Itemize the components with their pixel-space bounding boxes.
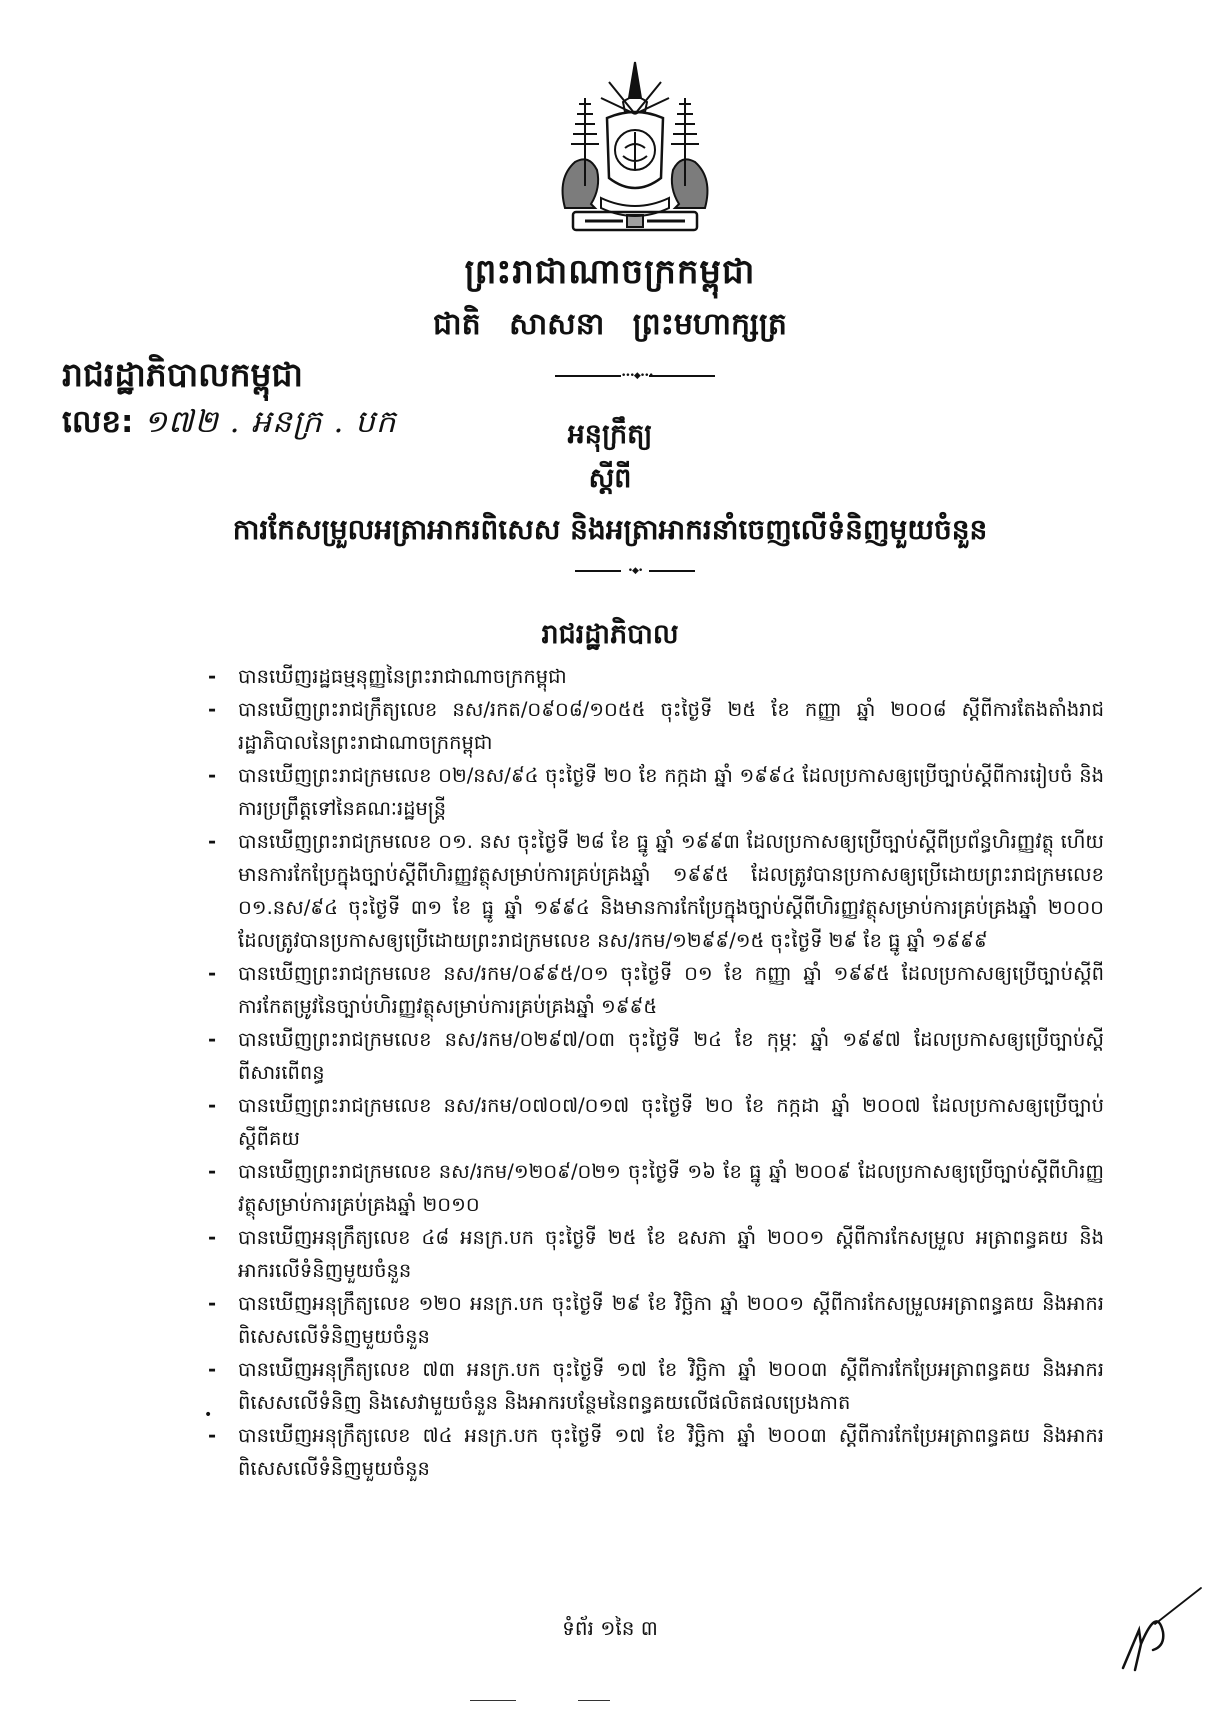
list-item: - បានឃើញព្រះរាជក្រមលេខ នស/រកម/១២០៩/០២១ ចុះថ្ងៃទី ១៦ ខែ ធ្នូ ឆ្នាំ ២០០៩ ដែលប្រកាសឲ្យប្រើច្បាប់ស្តីពីហិរញ្ញវត្ថុសម្រាប់ការគ្រប់គ្រងឆ្នាំ ២០១០ — [238, 1155, 1104, 1221]
issuer-heading: រាជរដ្ឋាភិបាល — [541, 619, 679, 650]
royal-coat-of-arms-icon — [545, 58, 725, 238]
government-name: រាជរដ្ឋាភិបាលកម្ពុជា — [62, 355, 303, 394]
list-item: - បានឃើញព្រះរាជក្រឹត្យលេខ នស/រកត/០៩០៨/១០៥៥ ចុះថ្ងៃទី ២៥ ខែ កញ្ញា ឆ្នាំ ២០០៨ ស្តីពីការតែងតាំងរាជរដ្ឋាភិបាលនៃព្រះរាជាណាចក្រកម្ពុជា — [238, 693, 1104, 759]
list-item: - បានឃើញព្រះរាជក្រមលេខ នស/រកម/០៧០៧/០១៧ ចុះថ្ងៃទី ២០ ខែ កក្កដា ឆ្នាំ ២០០៧ ដែលប្រកាសឲ្យប្រើច្បាប់ស្តីពីគយ — [238, 1089, 1104, 1155]
list-item: - បានឃើញអនុក្រឹត្យលេខ ៧៤ អនក្រ.បក ចុះថ្ងៃទី ១៧ ខែ វិច្ឆិកា ឆ្នាំ ២០០៣ ស្តីពីការកែប្រែអត្រាពន្ធគយ និងអាករពិសេសលើទំនិញមួយចំនួន — [238, 1419, 1104, 1485]
list-item: - បានឃើញព្រះរាជក្រមលេខ នស/រកម/០៩៩៥/០១ ចុះថ្ងៃទី ០១ ខែ កញ្ញា ឆ្នាំ ១៩៩៥ ដែលប្រកាសឲ្យប្រើច្បាប់ស្តីពីការកែតម្រូវនៃច្បាប់ហិរញ្ញវត្ថុសម្រាប់ការគ្រប់គ្រងឆ្នាំ ១៩៩៥ — [238, 957, 1104, 1023]
list-item: - បានឃើញព្រះរាជក្រមលេខ នស/រកម/០២៩៧/០៣ ចុះថ្ងៃទី ២៤ ខែ កុម្ភៈ ឆ្នាំ ១៩៩៧ ដែលប្រកាសឲ្យប្រើច្បាប់ស្តីពីសារពើពន្ធ — [238, 1023, 1104, 1089]
list-item: - បានឃើញរដ្ឋធម្មនុញ្ញនៃព្រះរាជាណាចក្រកម្ពុជា — [238, 660, 1104, 693]
list-item: - បានឃើញព្រះរាជក្រមលេខ ០២/នស/៩៤ ចុះថ្ងៃទី ២០ ខែ កក្កដា ឆ្នាំ ១៩៩៤ ដែលប្រកាសឲ្យប្រើច្បាប់ស្តីពីការរៀបចំ និងការប្រព្រឹត្តទៅនៃគណៈរដ្ឋមន្ត្រី — [238, 759, 1104, 825]
scan-mark: • — [204, 1407, 213, 1423]
header-divider: •••◆••• — [555, 375, 715, 377]
kingdom-title: ព្រះរាជាណាចក្រកម្ពុជា — [464, 252, 756, 292]
list-item: - បានឃើញអនុក្រឹត្យលេខ ៤៨ អនក្រ.បក ចុះថ្ងៃទី ២៥ ខែ ឧសភា ឆ្នាំ ២០០១ ស្តីពីការកែសម្រួល អត្រាពន្ធគយ និងអាករលើទំនិញមួយចំនួន — [238, 1221, 1104, 1287]
decree-subject: ការកែសម្រួលអត្រាអាករពិសេស និងអត្រាអាករនាំចេញលើទំនិញមួយចំនួន — [232, 513, 988, 546]
decree-type: អនុក្រឹត្យ — [567, 419, 653, 450]
number-label: លេខ: — [62, 404, 134, 440]
about-label: ស្តីពី — [588, 463, 632, 494]
list-item: - បានឃើញអនុក្រឹត្យលេខ ១២០ អនក្រ.បក ចុះថ្ងៃទី ២៩ ខែ វិច្ឆិកា ឆ្នាំ ២០០១ ស្តីពីការកែសម្រួលអត្រាពន្ធគយ និងអាករពិសេសលើទំនិញមួយចំនួន — [238, 1287, 1104, 1353]
title-divider: •◆• — [575, 570, 695, 572]
list-item: - បានឃើញព្រះរាជក្រមលេខ ០១. នស ចុះថ្ងៃទី ២៨ ខែ ធ្នូ ឆ្នាំ ១៩៩៣ ដែលប្រកាសឲ្យប្រើច្បាប់ស្តីពីប្រព័ន្ធហិរញ្ញវត្ថុ ហើយមានការកែប្រែក្នុងច្បាប់ស្តីពីហិរញ្ញវត្ថុសម្រាប់ការគ្រប់គ្រងឆ្នាំ ១៩៩៥ ដែលត្រូវបានប្រកាសឲ្យប្រើដោយព្រះរាជក្រមលេខ ០១.នស/៩៤ ចុះថ្ងៃទី ៣១ ខែ ធ្នូ ឆ្នាំ ១៩៩៤ និងមានការកែប្រែក្នុងច្បាប់ស្តីពីហិរញ្ញវត្ថុសម្រាប់ការគ្រប់គ្រងឆ្នាំ ២០០០ ដែលត្រូវបានប្រកាសឲ្យប្រើដោយព្រះរាជក្រមលេខ នស/រកម/១២៩៩/១៥ ចុះថ្ងៃទី ២៩ ខែ ធ្នូ ឆ្នាំ ១៩៩៩ — [238, 825, 1104, 957]
preamble-list — [238, 660, 1104, 1485]
list-item: - បានឃើញអនុក្រឹត្យលេខ ៧៣ អនក្រ.បក ចុះថ្ងៃទី ១៧ ខែ វិច្ឆិកា ឆ្នាំ ២០០៣ ស្តីពីការកែប្រែអត្រាពន្ធគយ និងអាករពិសេសលើទំនិញ និងសេវាមួយចំនួន និងអាករបន្ថែមនៃពន្ធគយលើផលិតផលប្រេងកាត — [238, 1353, 1104, 1419]
number-value: ១៧២ . អនក្រ . បក — [143, 404, 397, 440]
scan-edge-mark — [470, 1700, 516, 1701]
scan-edge-mark — [578, 1700, 610, 1701]
kingdom-motto: ជាតិ សាសនា ព្រះមហាក្សត្រ — [433, 307, 787, 342]
page-indicator: ទំព័រ ១នៃ ៣ — [562, 1616, 658, 1640]
signature-icon — [1105, 1560, 1205, 1680]
